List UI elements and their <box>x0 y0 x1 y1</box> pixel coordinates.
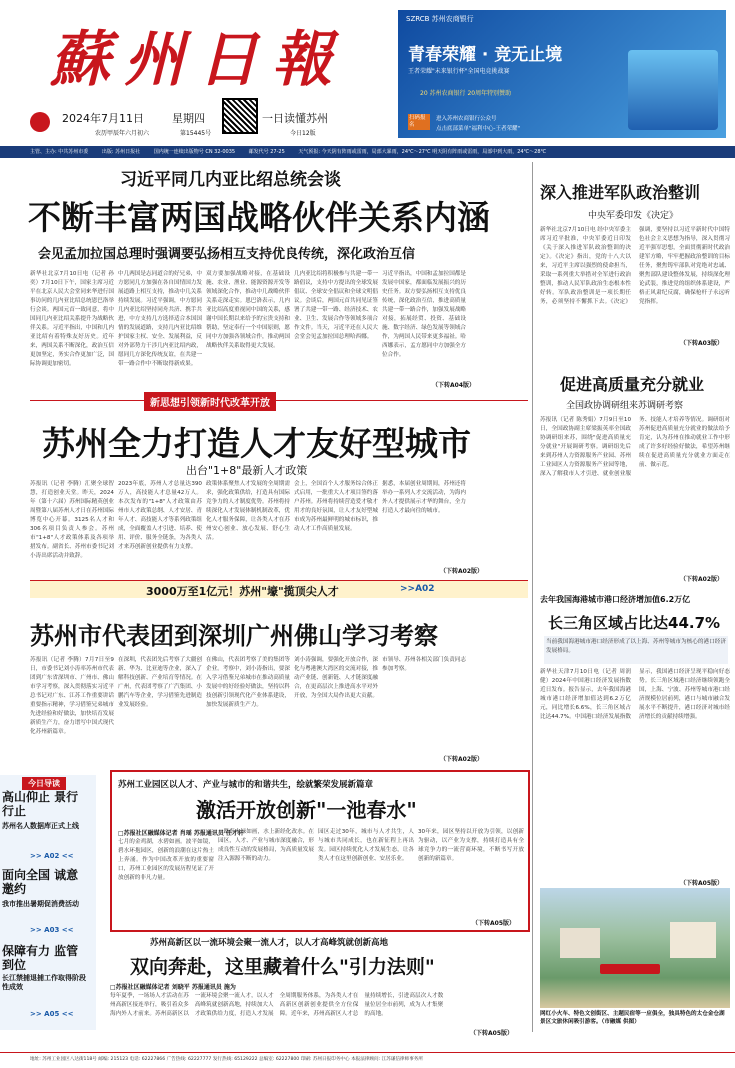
side2-text: 苏报讯（记者 陈秀娟）7月9日至10日，全国政协副主席梁振英率全国政协调研组来苏，围绕"促进高质量充分就业"开展调研考察。调研组先后来到苏州人力资源服务产业园、苏州工业园区人力资源服务产业园等地，深入了解我市人才引进、就业创业服务、技能人才培养等情况。调研组对苏州促进高质量充分就业的做法给予肯定，认为苏州在推动就业工作中形成了许多好经验好做法，希望苏州继续在促进高质量充分就业方面走在前、做示范。 <box>540 417 730 477</box>
issue-date: 2024年7月11日 <box>62 112 144 125</box>
delegation-col-4: 刘小涛强调，要强化开放合作，深化与粤港澳大湾区的交流对接，推动产业链、创新链、人才链深度融合，在更高层次上推进高水平对外开放，为全国大局作出更大贡献。 <box>294 657 378 699</box>
bank-ad-logo: SZRCB 苏州农商银行 <box>406 15 474 23</box>
side3-text: 新华社天津7月10日电（记者 周润健）2024年中国港口经济发展指数近日发布。报告显示，去年我国海港城市港口经济增加值达到6.2万亿元，同比增长6.6%，长三角区域占比达44.7%。中国港口经济发展指数显示，我国港口经济呈现平稳向好态势。长三角区域港口经济继续领跑全国，上海、宁波、苏州等城市港口经济规模位居前列，港口与城市融合发展水平不断提升，港口经济对城市经济增长的贡献持续增强。 <box>540 669 730 720</box>
issue-number: 第15445号 <box>180 130 212 137</box>
side2-title: 促进高质量充分就业 <box>560 375 705 394</box>
talent-col-3: 政策体系聚焦人才发展的全周期需求，强化政策供给，打造具有国际竞争力的人才制度优势。苏州将持续深化人才发展体制机制改革，优化人才服务保障，让各类人才在苏州安心创业、放心发展、舒心生活。 <box>206 481 290 541</box>
lead-subheadline: 会见孟加拉国总理时强调要弘扬相互支持优良传统，深化政治互信 <box>38 247 416 262</box>
photo-building-icon <box>670 922 716 958</box>
masthead <box>0 0 735 145</box>
fund-bar-link[interactable]: >>A02 <box>400 584 435 594</box>
guide-item-3-link[interactable]: >> A05 << <box>30 1010 74 1018</box>
highland-byline: □苏报社区融媒体记者 刘晓平 苏报通讯员 施为 <box>110 984 236 991</box>
guide-item-1-title[interactable]: 高山仰止 景行行止 <box>2 790 79 818</box>
side2-subtitle: 全国政协调研组来苏调研考察 <box>566 401 684 411</box>
delegation-col-1: 苏报讯（记者 李腾）7月7日至9日，市委书记刘小涛率苏州市代表团到广东省深圳市、广州市、佛山市学习考察，深入贯彻落实习近平总书记对广东、江苏工作重要讲话重要指示精神，学习借鉴兄弟城市先进经验和好做法，加快培育发展新质生产力，奋力谱写中国式现代化苏州新篇章。 <box>30 657 114 735</box>
highland-headline: 双向奔赴，这里藏着什么"引力法则" <box>130 956 435 978</box>
info-bar <box>0 146 735 158</box>
guide-item-2-desc: 我市推出暑期促消费活动 <box>2 900 79 908</box>
lead-col-2: 中几两国是志同道合的好兄弟，中方愿同几方加强在各自国情国力发展道路上相互支持，推动中几关系持续发展。习近平强调，中方愿同几内亚比绍坚持同舟共济、携手共进，中方支持几方选择适合本国国情的发展道路，支持几内亚比绍维护国家主权、安全、发展利益，反对外部势力干涉几内亚比绍内政，愿同几方深化传统友谊，在共建一带一路合作中不断取得新成果。 <box>118 271 202 367</box>
fund-bar-text: 3000万至1亿元！苏州"壕"揽顶尖人才 <box>146 585 339 598</box>
talent-col-2: 2023年底，苏州人才总量达390万人，高技能人才总量42万人。本次发布的"1+8"人才政策由苏州市人才政策总纲、人才安居、青年人才、高技能人才等系列政策组成，全面覆盖人才引进、培养、使用、评价、服务全链条，为各类人才来苏创新创业提供有力支撑。 <box>118 481 202 550</box>
footer: 地址: 苏州工业园区八达街118号 邮编: 215123 电话: 62227866 广告热线: 62227777 发行热线: 65129222 总编室: 62227800 印刷: 苏州日报印务中心 本报法律顾问: 江苏谦信律师事务所 <box>0 1052 735 1068</box>
guide-item-1-desc: 苏州名人数据库正式上线 <box>2 822 79 830</box>
feature-col-2: 一路春水绿如画，水上新经化改水。在园区，人才、产业与城市深度融合，形成良性互动的发展格局，为高质量发展注入源源不断的动力。 <box>218 829 314 862</box>
scenic-photo <box>540 888 730 1008</box>
photo-train-icon <box>600 964 660 974</box>
info-sponsor: 主管、主办: 中共苏州市委 <box>30 149 89 155</box>
lead-kicker: 习近平同几内亚比绍总统会谈 <box>120 170 341 190</box>
bank-ad-years: 20 苏州农商银行 20周年特别赞助 <box>420 90 512 97</box>
newspaper-logo-icon <box>30 112 50 132</box>
highland-continued: （下转A05版） <box>470 1030 513 1037</box>
bank-ad-line2: 进入苏州农商银行公众号 <box>436 116 497 122</box>
lead-col-3: 双方要加强战略对接，在基础设施、农业、渔业、能源资源开发等领域深化合作，推动中几战略伙伴关系走深走实。恩巴洛表示，几内亚比绍高度重视同中国的关系，感谢中国长期以来给予的宝贵支持和帮助，坚定奉行一个中国原则，愿同中方加强各领域合作，推动两国战略伙伴关系取得更大发展。 <box>206 271 290 349</box>
lead-col-5: 习近平指出，中国和孟加拉国都是发展中国家，都面临发展振兴的历史任务。双方要弘扬相互支持优良传统，深化政治互信，推进高质量共建一带一路合作，加强发展战略对接，拓展经贸、投资、基础设施、数字经济、绿色发展等领域合作，为两国人民带来更多福祉。哈西娜表示，孟方愿同中方加强全方位合作。 <box>382 271 466 358</box>
lead-continued: （下转A04版） <box>432 382 475 389</box>
bank-ad-subtitle: 王者荣耀"未来银行杯"全国电竞挑战赛 <box>408 68 510 75</box>
side2-continued: （下转A02版） <box>680 576 723 583</box>
today-guide-header: 今日导读 <box>22 777 66 790</box>
guide-item-3-title[interactable]: 保障有力 监管到位 <box>2 944 79 972</box>
side3-kicker: 去年我国海港城市港口经济增加值6.2万亿 <box>540 595 691 604</box>
feature-headline: 激活开放创新"一池春水" <box>196 798 417 822</box>
feature-col-1: 七月的金鸡湖，水碧如画。波平如镜，碧水环抱园区，创新的浪潮在这片热土上奔涌。作为中国改革开放的重要窗口，苏州工业园区的发展历程见证了开放创新的非凡力量。 <box>118 839 214 881</box>
info-cn: 国内统一连续出版物号 CN 32-0035 <box>153 149 236 155</box>
section-banner: 新思想引领新时代改革开放 <box>144 392 276 411</box>
photo-caption: 网红小火车、特色文创街区、主题民宿等一应俱全，独具特色的太仓金仓湖景区文旅休闲吸引游客。（市融媒 供图） <box>540 1011 725 1025</box>
feature-col-3: 园区走过30年，城市与人才共生，人与城市共同成长，也在新征程上再出发。园区持续优化人才发展生态，让各类人才在这里创新创业、安居乐业。 <box>318 829 414 862</box>
banner-rule <box>30 400 528 401</box>
slogan: 一日读懂苏州 <box>262 112 328 125</box>
issue-lunar: 农历甲辰年六月初六 <box>95 130 150 137</box>
side1-subtitle: 中央军委印发《决定》 <box>588 211 679 221</box>
feature-box <box>110 770 530 932</box>
feature-continued: （下转A05版） <box>472 920 515 927</box>
delegation-col-3: 在佛山，代表团考察了美的集团等企业。考察中，刘小涛指出，要深入学习借鉴兄弟城市在推动高质量发展中的好经验好做法，坚持以科技创新引领现代化产业体系建设，加快发展新质生产力。 <box>206 657 290 708</box>
feature-col-4: 30年来，园区坚持以开放为引领，以创新为驱动，以产业为支撑，持续打造具有全球竞争力的一流营商环境，不断书写开放创新的新篇章。 <box>418 829 524 862</box>
qr-code-icon <box>222 98 258 134</box>
talent-col-5: 据悉，本届创业周期间，苏州还将举办一系列人才交流活动，为海内外人才提供展示才华的舞台，全力打造人才最向往的城市。 <box>382 481 466 514</box>
guide-item-2-title[interactable]: 面向全国 诚意邀约 <box>2 868 79 896</box>
bank-ad-line3: 点击底部菜单"福利中心-王者荣耀" <box>436 126 521 132</box>
feature-byline: □苏报社区融媒体记者 肖瑶 苏报通讯员 任才轩 <box>118 830 244 837</box>
photo-building-icon <box>560 928 600 958</box>
side3-continued: （下转A05版） <box>680 880 723 887</box>
talent-col-4: 会上，全国首个人才服务综合体正式启用，一批重大人才项目签约落户苏州。苏州将持续营造爱才敬才用才的良好氛围，让人才友好型城市成为苏州最鲜明的城市标识，推动人才工作高质量发展。 <box>294 481 378 532</box>
delegation-col-2: 在深圳，代表团先后考察了大疆创新、华为、比亚迪等企业，深入了解科技创新、产业培育等情况。在广州，代表团考察了广汽集团、小鹏汽车等企业，学习借鉴先进制造业发展经验。 <box>118 657 202 708</box>
info-publisher: 出版: 苏州日报社 <box>101 149 141 155</box>
page-count: 今日12版 <box>290 130 316 137</box>
highland-kicker: 苏州高新区以一流环境会聚一流人才，以人才高峰筑就创新高地 <box>150 938 389 948</box>
column-divider <box>532 162 533 1032</box>
info-post: 邮发代号 27-25 <box>248 149 285 155</box>
lead-headline: 不断丰富两国战略伙伴关系内涵 <box>28 198 490 237</box>
delegation-continued: （下转A02版） <box>440 756 483 763</box>
talent-headline: 苏州全力打造人才友好型城市 <box>42 424 471 463</box>
side1-title: 深入推进军队政治整训 <box>540 183 701 202</box>
bank-ad-scan: 扫码报名 <box>408 114 430 130</box>
side3-intro: 当前我国海港城市港口经济形成了以上海、苏州等城市为核心的港口经济发展格局。 <box>544 636 728 664</box>
delegation-col-5: 市领导、苏州各相关部门负责同志参加考察。 <box>382 657 466 672</box>
talent-continued: （下转A02版） <box>440 568 483 575</box>
guide-item-3-desc: 长江禁捕退捕工作取得阶段性成效 <box>2 974 86 991</box>
bank-ad-illustration <box>628 50 718 130</box>
guide-item-1-link[interactable]: >> A02 << <box>30 852 74 860</box>
issue-weekday: 星期四 <box>172 112 205 125</box>
bank-ad <box>398 10 726 138</box>
info-weather: 天气预报: 今天阴有阵雨或雷雨，局部大暴雨，24℃～27℃ 明天阴有阵雨或雷雨，局部中到大雨，24℃～28℃ <box>298 149 547 155</box>
masthead-title: 蘇州日報 <box>50 25 346 95</box>
lead-col-4: 几内亚比绍将积极参与共建一带一路倡议，支持中方提出的全球发展倡议、全球安全倡议和全球文明倡议。会谈后，两国元首共同见证签署了共建一带一路、经济技术、农业、卫生、发展合作等领域多项合作文件。当天，习近平还在人民大会堂会见孟加拉国总理哈西娜。 <box>294 271 378 340</box>
guide-item-2-link[interactable]: >> A03 << <box>30 926 74 934</box>
side3-title: 长三角区域占比达44.7% <box>548 614 721 632</box>
highland-text: 每年夏季，一场场人才活动在苏州高新区接连举行，吸引着众多海内外人才前来。苏州高新区以一流环境会聚一流人才，以人才高峰筑就创新高地，持续加大人才政策供给力度，打造人才发展全周期服务体系，为各类人才在高新区创新创业提供全方位保障。近年来，苏州高新区人才总量持续增长，引进高层次人才数量位居全市前列，成为人才集聚的高地。 <box>110 993 444 1017</box>
delegation-headline: 苏州市代表团到深圳广州佛山学习考察 <box>30 622 438 650</box>
lead-col-1: 新华社北京7月10日电（记者 孙奕）7月10日下午，国家主席习近平在北京人民大会堂同来华进行国事访问的几内亚比绍总统恩巴洛举行会谈。两国元首一致同意，将中国同几内亚比绍关系提升为战略伙伴关系。习近平指出，中国和几内亚比绍有着特殊友好历史。近年来，两国关系不断深化，政治互信更加坚定，务实合作更加广泛，国际协调更加密切。 <box>30 271 114 367</box>
fund-bar[interactable] <box>30 580 528 598</box>
side1-text: 新华社北京7月10日电 经中央军委主席习近平批准，中央军委近日印发《关于深入推进军队政治整训的决定》。《决定》指出，党的十八大以来，习近平主席以强烈的使命担当，采取一系列重大举措对全军进行政治整训，推动人民军队政治生态根本性好转。军队政治整训是一项长期任务，必须坚持不懈抓下去。《决定》强调，要坚持以习近平新时代中国特色社会主义思想为指导，深入贯彻习近平强军思想，全面贯彻新时代政治建军方略，牢牢把握政治整训的目标任务，聚焦铸牢部队对党绝对忠诚、聚焦部队建设整体发展，持续深化理论武装，推进党的组织体系建设，严格正风肃纪反腐，确保枪杆子永远听党指挥。 <box>540 227 730 305</box>
talent-subheadline: 出台"1+8"最新人才政策 <box>186 464 308 477</box>
feature-kicker: 苏州工业园区以人才、产业与城市的和谐共生，绘就繁荣发展新篇章 <box>118 780 374 790</box>
side1-continued: （下转A03版） <box>680 340 723 347</box>
talent-col-1: 苏报讯（记者 李腾）汇聚全球智慧，打造创业天堂。昨天，2024年（第十六届）苏州国际精英创业周暨第八届苏州人才日在苏州国际博览中心开幕。3125名人才和306名项目负责人参会。苏州市"1+8"人才政策体系及各项举措发布。副省长、苏州市委书记刘小涛出席活动并致辞。 <box>30 481 114 559</box>
bank-ad-title: 青春荣耀 · 竞无止境 <box>408 45 563 65</box>
